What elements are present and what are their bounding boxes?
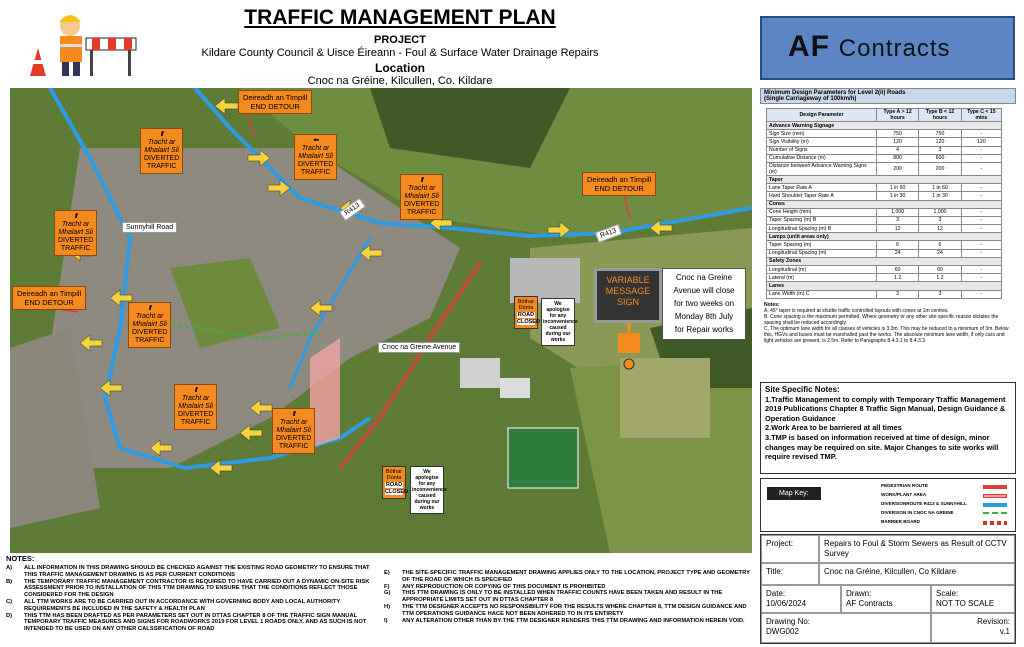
notes-column-left <box>6 565 376 633</box>
diverted-irish-2: Mhalairt Sli <box>58 229 93 236</box>
parameters-cell: 3 <box>919 290 962 298</box>
project-description: Kildare County Council & Uisce Éireann - Foul & Surface Water Drainage Repairs <box>201 47 599 59</box>
general-notes <box>6 556 756 646</box>
parameters-cell: Longitudinal Spacing (m) B <box>767 225 877 233</box>
parameters-cell: 800 <box>877 154 919 162</box>
note-item <box>6 579 376 599</box>
parameters-cell: Sign Size (mm) <box>767 130 877 138</box>
road-label-r413: R413 <box>595 224 622 243</box>
diverted-traffic-sign <box>54 210 97 256</box>
drawn-label: Drawn: <box>846 589 872 598</box>
parameters-row <box>767 130 1002 138</box>
vms-note-line: Avenue will close <box>673 286 735 295</box>
diverted-english-1: DIVERTED <box>276 435 312 442</box>
drawing-no-value: DWG002 <box>766 627 799 636</box>
note-item <box>384 618 754 625</box>
note-key: C) <box>6 598 13 605</box>
diverted-english-1: DIVERTED <box>298 161 334 168</box>
end-detour-irish: Deireadh an Timpill <box>587 175 652 184</box>
parameters-cell: Cone Height (mm) <box>767 208 877 216</box>
site-specific-notes <box>760 382 1016 474</box>
parameters-cell: 200 <box>919 162 962 175</box>
diverted-irish-2: Mhalairt Sli <box>276 427 311 434</box>
parameters-cell: - <box>961 290 1001 298</box>
parameters-title-line1: Minimum Design Parameters for Level 2(ii) Roads <box>764 90 906 96</box>
parameters-section-row <box>767 282 1002 290</box>
note-text: ALL TTM WORKS ARE TO BE CARRIED OUT IN ACCORDANCE WITH GOVERNING BODY AND LOCAL AUTHORITY REQUIREMENTS BE INCLUDED IN THE SAFETY & HEALTH PLAN <box>24 598 341 612</box>
parameters-row <box>767 154 1002 162</box>
parameters-cell: - <box>961 266 1001 274</box>
parameters-cell: Lane Taper Rate A <box>767 184 877 192</box>
diverted-traffic-sign <box>272 408 315 454</box>
diverted-traffic-sign <box>174 384 217 430</box>
road-closed-sign <box>514 296 538 329</box>
revision-label: Revision: <box>977 617 1010 626</box>
diverted-english-1: DIVERTED <box>178 411 214 418</box>
parameters-header-cell: Type B < 12 hours <box>919 109 962 122</box>
parameters-row <box>767 216 1002 224</box>
aerial-map <box>10 88 752 553</box>
cnoc-diversion-swatch <box>983 512 1007 514</box>
parameters-cell: Lateral (m) <box>767 274 877 282</box>
apology-sign: We apologise for any inconvenience caused during our works <box>410 466 444 514</box>
parameters-cell: 1 in 30 <box>877 192 919 200</box>
note-item <box>6 599 376 613</box>
parameters-section-cell: Lanes <box>767 282 1002 290</box>
note-text: THE TTM DESIGNER ACCEPTS NO RESPONSIBILITY FOR THE RESULTS WHERE CHAPTER 8, TTM DESIGN GUIDANCE AND TTM OPERATIONS GUIDANCE HACE NOT BEEN ADHERED TO IN ITS ENTIRETY <box>402 603 747 617</box>
road-closed-english: ROAD <box>385 482 403 488</box>
diverted-english-1: DIVERTED <box>144 155 180 162</box>
parameters-cell: - <box>961 154 1001 162</box>
parameters-note: A. 45° taper is required at shuttle traffic controlled layouts with cones at 1m centres. <box>764 307 949 314</box>
parameters-cell: 1,000 <box>919 208 962 216</box>
parameters-header-cell: Type C < 15 mins <box>961 109 1001 122</box>
note-text: ALL INFORMATION IN THIS DRAWING SHOULD BE CHECKED AGAINST THE EXISTING ROAD GEOMETRY TO ENSURE THAT THIS TRAFFIC MANAGEMENT DRAWING IS AS PER CURRENT CONDITIONS <box>24 565 370 578</box>
diverted-english-2: TRAFFIC <box>278 443 309 450</box>
notes-column-right <box>384 570 754 624</box>
diverted-english-2: TRAFFIC <box>406 209 437 216</box>
note-key: E) <box>384 570 390 576</box>
parameters-cell: 4 <box>877 146 919 154</box>
parameters-cell: 1.2 <box>919 274 962 282</box>
parameters-cell: Lane Width (m) C <box>767 290 877 298</box>
date-cell <box>761 585 841 613</box>
road-closed-irish: Dúnta <box>386 475 402 481</box>
diversion-route-swatch <box>983 503 1007 507</box>
logo-af: AF <box>788 30 830 63</box>
note-text: THE TEMPORARY TRAFFIC MANAGEMENT CONTRACTOR IS REQUIRED TO HAVE CARRIED OUT A DYNAMIC ON-SITE RISK ASSESSMENT PRIOR TO INSTALLATION OF THIS TTM DRAWING TO ENSURE THAT THE CONDITIONS REFLECT THOSE CONSIDERED FOR THE DESIGN <box>24 578 370 599</box>
parameters-cell: 3 <box>919 216 962 224</box>
note-key: G) <box>384 590 391 597</box>
diverted-traffic-sign <box>294 134 337 180</box>
parameters-section-row <box>767 122 1002 130</box>
parameters-cell: - <box>961 249 1001 257</box>
af-contracts-logo <box>760 16 1015 80</box>
parameters-notes-label: Notes: <box>764 301 780 308</box>
parameters-row <box>767 274 1002 282</box>
vms-line: SIGN <box>616 297 639 307</box>
end-detour-irish: Deireadh an Timpill <box>17 289 82 298</box>
road-closed-english: CLOSED <box>517 319 540 325</box>
parameters-section-cell: Cones <box>767 200 1002 208</box>
diverted-traffic-sign <box>400 174 443 220</box>
site-note: 3.TMP is based on information received at time of design, minor changes may be required on site. Major Changes to site works will require revised TMP. <box>765 432 999 462</box>
parameters-header-cell: Design Parameter <box>767 109 877 122</box>
parameters-cell: 3 <box>877 216 919 224</box>
date-value: 10/06/2024 <box>766 599 807 608</box>
road-closed-irish: Bóthar <box>385 469 403 475</box>
end-detour-irish: Deireadh an Timpill <box>243 93 308 102</box>
vms-line: VARIABLE <box>606 275 650 285</box>
note-item <box>384 590 754 604</box>
diverted-irish-1: Tracht ar <box>301 145 330 152</box>
note-key: A) <box>6 565 13 571</box>
road-label-sunnyhill: Sunnyhill Road <box>122 222 177 233</box>
road-closed-english: CLOSED <box>385 489 408 495</box>
site-notes-title: Site Specific Notes: <box>765 385 840 394</box>
parameters-cell: - <box>961 225 1001 233</box>
arrow-up-icon: ⬆ <box>158 131 165 138</box>
parameters-section-row <box>767 233 1002 241</box>
vms-note-line: Monday 8th July <box>674 312 734 321</box>
end-detour-english: END DETOUR <box>24 298 74 307</box>
parameters-cell: 1,000 <box>877 208 919 216</box>
end-detour-sign <box>582 172 656 196</box>
diverted-english-2: TRAFFIC <box>60 245 91 252</box>
parameters-note: C. The optimum lane width for all classes of vehicles is 3.3m. This may be reduced to a minimum of 3m. Below this, HGVs and buses must be marshalled past the works. The absolute minimum lane width, if only cars and light vehicles are present, is 2.5m. Refer to Paragraphs 8.4.3.1 to 8.4.3.3. <box>764 325 1009 344</box>
map-key-item: WORK/PLANT AREA <box>881 492 927 497</box>
note-key: I) <box>384 617 388 624</box>
note-item <box>6 613 376 633</box>
parameters-cell: Number of Signs <box>767 146 877 154</box>
diverted-irish-2: Mhalairt Sli <box>404 193 439 200</box>
parameters-cell: 12 <box>877 225 919 233</box>
note-text: THE SITE-SPECIFIC TRAFFIC MANAGEMENT DRAWING APPLIES ONLY TO THE LOCATION, PROJECT TYPE AND GEOMETRY OF THE ROAD OF WHICH IS SPECIFIED <box>402 570 750 583</box>
header <box>0 0 756 88</box>
diverted-english-2: TRAFFIC <box>180 419 211 426</box>
diverted-english-2: TRAFFIC <box>146 163 177 170</box>
note-item <box>384 570 754 584</box>
arrow-up-icon: ⬆ <box>72 213 79 220</box>
diverted-irish-2: Mhalairt Sli <box>132 321 167 328</box>
vms-note-line: Cnoc na Greine <box>675 273 733 282</box>
diverted-traffic-sign <box>140 128 183 174</box>
revision-value: v.1 <box>999 627 1010 636</box>
end-detour-english: END DETOUR <box>594 184 644 193</box>
project-value-cell: Repairs to Foul & Storm Sewers as Result of CCTV Survey <box>819 535 1015 563</box>
arrow-up-icon: ⬆ <box>290 411 297 418</box>
parameters-title <box>760 88 1016 104</box>
note-key: D) <box>6 612 13 619</box>
title-value-cell: Cnoc na Gréine, Kilcullen, Co Kildare <box>819 563 1015 585</box>
parameters-cell: 750 <box>877 130 919 138</box>
parameters-cell: Taper Spacing (m) B <box>767 216 877 224</box>
road-closed-english: ROAD <box>517 312 535 318</box>
vms-line: MESSAGE <box>605 286 651 296</box>
barrier-board-swatch <box>983 521 1007 525</box>
parameters-cell: Hard Shoulder Taper Rate A <box>767 192 877 200</box>
parameters-cell: 24 <box>877 249 919 257</box>
map-key-item: BARRIER BOARD <box>881 519 921 524</box>
pedestrian-route-swatch <box>983 485 1007 489</box>
map-key-item: DIVERSIONROUTE R413 & SUNNYHILL <box>881 501 967 506</box>
roadworks-worker-logo <box>20 8 140 78</box>
revision-cell <box>931 613 1015 643</box>
parameters-cell: 120 <box>919 138 962 146</box>
project-label-cell: Project: <box>761 535 819 563</box>
diverted-english-1: DIVERTED <box>58 237 94 244</box>
diverted-traffic-sign <box>128 302 171 348</box>
parameters-cell: 1 in 60 <box>877 184 919 192</box>
scale-value: NOT TO SCALE <box>936 599 995 608</box>
drawn-cell <box>841 585 931 613</box>
parameters-notes <box>764 302 1012 344</box>
parameters-note: B. Cone spacing is the maximum permitted. Where geometry or any other site-specific reason dictates the spacing shall be reduced accordingly. <box>764 313 999 326</box>
parameters-row <box>767 192 1002 200</box>
scale-label: Scale: <box>936 589 959 598</box>
parameters-section-row <box>767 200 1002 208</box>
arrow-left-icon: ⬅ <box>312 137 319 144</box>
diverted-irish-1: Tracht ar <box>279 419 308 426</box>
map-key <box>760 478 1016 532</box>
parameters-cell: Longitudinal (m) <box>767 266 877 274</box>
parameters-cell: - <box>961 274 1001 282</box>
arrow-up-icon: ⬆ <box>192 387 199 394</box>
parameters-row <box>767 162 1002 175</box>
parameters-cell: 120 <box>877 138 919 146</box>
site-note: 1.Traffic Management to comply with Temporary Traffic Management 2019 Publications Chapter 8 Traffic Sign Manual, Design Guidance & Operation Guidance <box>765 394 1006 423</box>
parameters-cell: 3 <box>919 146 962 154</box>
end-detour-sign <box>12 286 86 310</box>
parameters-cell: - <box>961 162 1001 175</box>
note-text: THIS TTM HAS BEEN DRAFTED AS PER PARAMETERS SET OUT IN DTTAS CHAPTER 8 OF THE TRAFFIC SIGN MANUAL TEMPORARY TRAFFIC MEASURES AND SIGNS FOR ROADWORKS 2019 FOR LEVEL 1 ROADS ONLY. AND AS SUCH IS NOT INTENDED TO BE USED ON ANY OTHER CALSSIFICATION OF ROAD <box>24 612 367 633</box>
diverted-english-2: TRAFFIC <box>134 337 165 344</box>
diverted-irish-1: Tracht ar <box>407 185 436 192</box>
parameters-row <box>767 249 1002 257</box>
parameters-cell: 1 in 60 <box>919 184 962 192</box>
end-detour-sign <box>238 90 312 114</box>
note-key: H) <box>384 603 391 610</box>
parameters-cell: - <box>961 184 1001 192</box>
title-block <box>760 534 1016 644</box>
parameters-header-cell: Type A > 12 hours <box>877 109 919 122</box>
vms-note-line: for Repair works <box>674 325 734 334</box>
logo-contracts: Contracts <box>838 35 951 62</box>
parameters-section-cell: Lamps (unlit areas only) <box>767 233 1002 241</box>
parameters-cell: - <box>961 192 1001 200</box>
parameters-cell: 6 <box>877 241 919 249</box>
parameters-cell: 600 <box>919 154 962 162</box>
diverted-irish-2: Mhalairt Sli <box>298 153 333 160</box>
road-closed-sign <box>382 466 406 499</box>
parameters-row <box>767 208 1002 216</box>
note-text: ANY ALTERATION OTHER THAN BY THE TTM DESIGNER RENDERS THIS TTM DRAWING AND INFORMATION HEREIN VOID. <box>402 617 745 624</box>
parameters-row <box>767 241 1002 249</box>
parameters-cell: - <box>961 241 1001 249</box>
parameters-row <box>767 266 1002 274</box>
road-closed-irish: Bóthar <box>517 299 535 305</box>
apology-sign: We apologise for any inconvenience caused during our works <box>541 298 575 346</box>
parameters-table <box>766 108 1002 299</box>
page-title: TRAFFIC MANAGEMENT PLAN <box>244 6 556 29</box>
parameters-cell: Cumulative Distance (m) <box>767 154 877 162</box>
diverted-irish-1: Tracht ar <box>61 221 90 228</box>
parameters-row <box>767 138 1002 146</box>
arrow-up-icon: ⬆ <box>146 305 153 312</box>
road-closed-irish: Dúnta <box>518 305 534 311</box>
parameters-cell: 24 <box>919 249 962 257</box>
variable-message-sign <box>594 268 662 323</box>
parameters-section-row <box>767 257 1002 265</box>
parameters-title-line2: (Single Carriageway of 100km/h) <box>764 96 857 102</box>
title-label-cell: Title: <box>761 563 819 585</box>
parameters-cell: 1.2 <box>877 274 919 282</box>
parameters-cell: Longitudinal Spacing (m) <box>767 249 877 257</box>
vms-note-line: for two weeks on <box>673 299 735 308</box>
drawing-no-cell <box>761 613 931 643</box>
map-key-item: DIVERSION IN CNOC NA GREINE <box>881 510 954 515</box>
road-label-cnoc: Cnoc na Greine Avenue <box>378 342 460 353</box>
parameters-section-cell: Advance Warning Signage <box>767 122 1002 130</box>
parameters-cell: 1 in 30 <box>919 192 962 200</box>
diverted-irish-2: Mhalairt Sli <box>178 403 213 410</box>
parameters-row <box>767 146 1002 154</box>
parameters-cell: - <box>961 130 1001 138</box>
diverted-english-2: TRAFFIC <box>300 169 331 176</box>
parameters-cell: 200 <box>877 162 919 175</box>
parameters-cell: 60 <box>919 266 962 274</box>
parameters-cell: 750 <box>919 130 962 138</box>
diverted-irish-2: Mhalairt Sli <box>144 147 179 154</box>
note-key: F) <box>384 583 390 590</box>
parameters-cell: 60 <box>877 266 919 274</box>
parameters-row <box>767 290 1002 298</box>
parameters-cell: - <box>961 208 1001 216</box>
location-description: Cnoc na Gréine, Kilcullen, Co. Kildare <box>307 75 493 87</box>
map-key-label: Map Key: <box>767 487 821 500</box>
diverted-irish-1: Tracht ar <box>135 313 164 320</box>
drawn-value: AF Contracts <box>846 599 893 608</box>
road-label-r413: R413 <box>339 198 366 221</box>
parameters-row <box>767 225 1002 233</box>
parameters-cell: 6 <box>919 241 962 249</box>
design-parameters-panel <box>760 88 1016 378</box>
parameters-section-cell: Safety Zones <box>767 257 1002 265</box>
work-area-swatch <box>983 494 1007 498</box>
drawing-no-label: Drawing No: <box>766 617 811 626</box>
parameters-section-row <box>767 175 1002 183</box>
location-label: Location <box>375 61 425 75</box>
diverted-irish-1: Tracht ar <box>147 139 176 146</box>
note-item <box>6 565 376 579</box>
parameters-cell: 3 <box>877 290 919 298</box>
end-detour-english: END DETOUR <box>250 102 300 111</box>
site-note: 2.Work Area to be barriered at all times <box>765 423 902 433</box>
parameters-cell: 12 <box>919 225 962 233</box>
parameters-cell: Distance between Advance Warning Signs (m) <box>767 162 877 175</box>
scale-cell <box>931 585 1015 613</box>
diverted-english-1: DIVERTED <box>404 201 440 208</box>
project-label: PROJECT <box>374 34 426 46</box>
notes-title: NOTES: <box>6 554 35 563</box>
note-text: ANY REPRODUCTION OR COPYING OF THIS DOCUMENT IS PROHIBITED <box>402 583 606 590</box>
parameters-cell: Taper Spacing (m) <box>767 241 877 249</box>
note-text: THIS TTM DRAWING IS ONLY TO BE INSTALLED WHEN TRAFFIC COUNTS HAVE BEEN TAKEN AND RESULT IN THE APPROPRIATE LIMITS SET OUT IN DTTAS CHAPTER 8 <box>402 590 723 604</box>
map-key-item: PEDESTRIAN ROUTE <box>881 483 928 488</box>
parameters-row <box>767 184 1002 192</box>
diverted-english-1: DIVERTED <box>132 329 168 336</box>
parameters-cell: 120 <box>961 138 1001 146</box>
arrow-up-icon: ⬆ <box>418 177 425 184</box>
note-item <box>384 604 754 618</box>
vms-message-note <box>662 268 746 340</box>
note-item <box>384 584 754 591</box>
parameters-cell: - <box>961 216 1001 224</box>
parameters-section-cell: Taper <box>767 175 1002 183</box>
note-key: B) <box>6 578 13 585</box>
diverted-irish-1: Tracht ar <box>181 395 210 402</box>
parameters-cell: Sign Visibility (m) <box>767 138 877 146</box>
parameters-cell: - <box>961 146 1001 154</box>
date-label: Date: <box>766 589 786 598</box>
